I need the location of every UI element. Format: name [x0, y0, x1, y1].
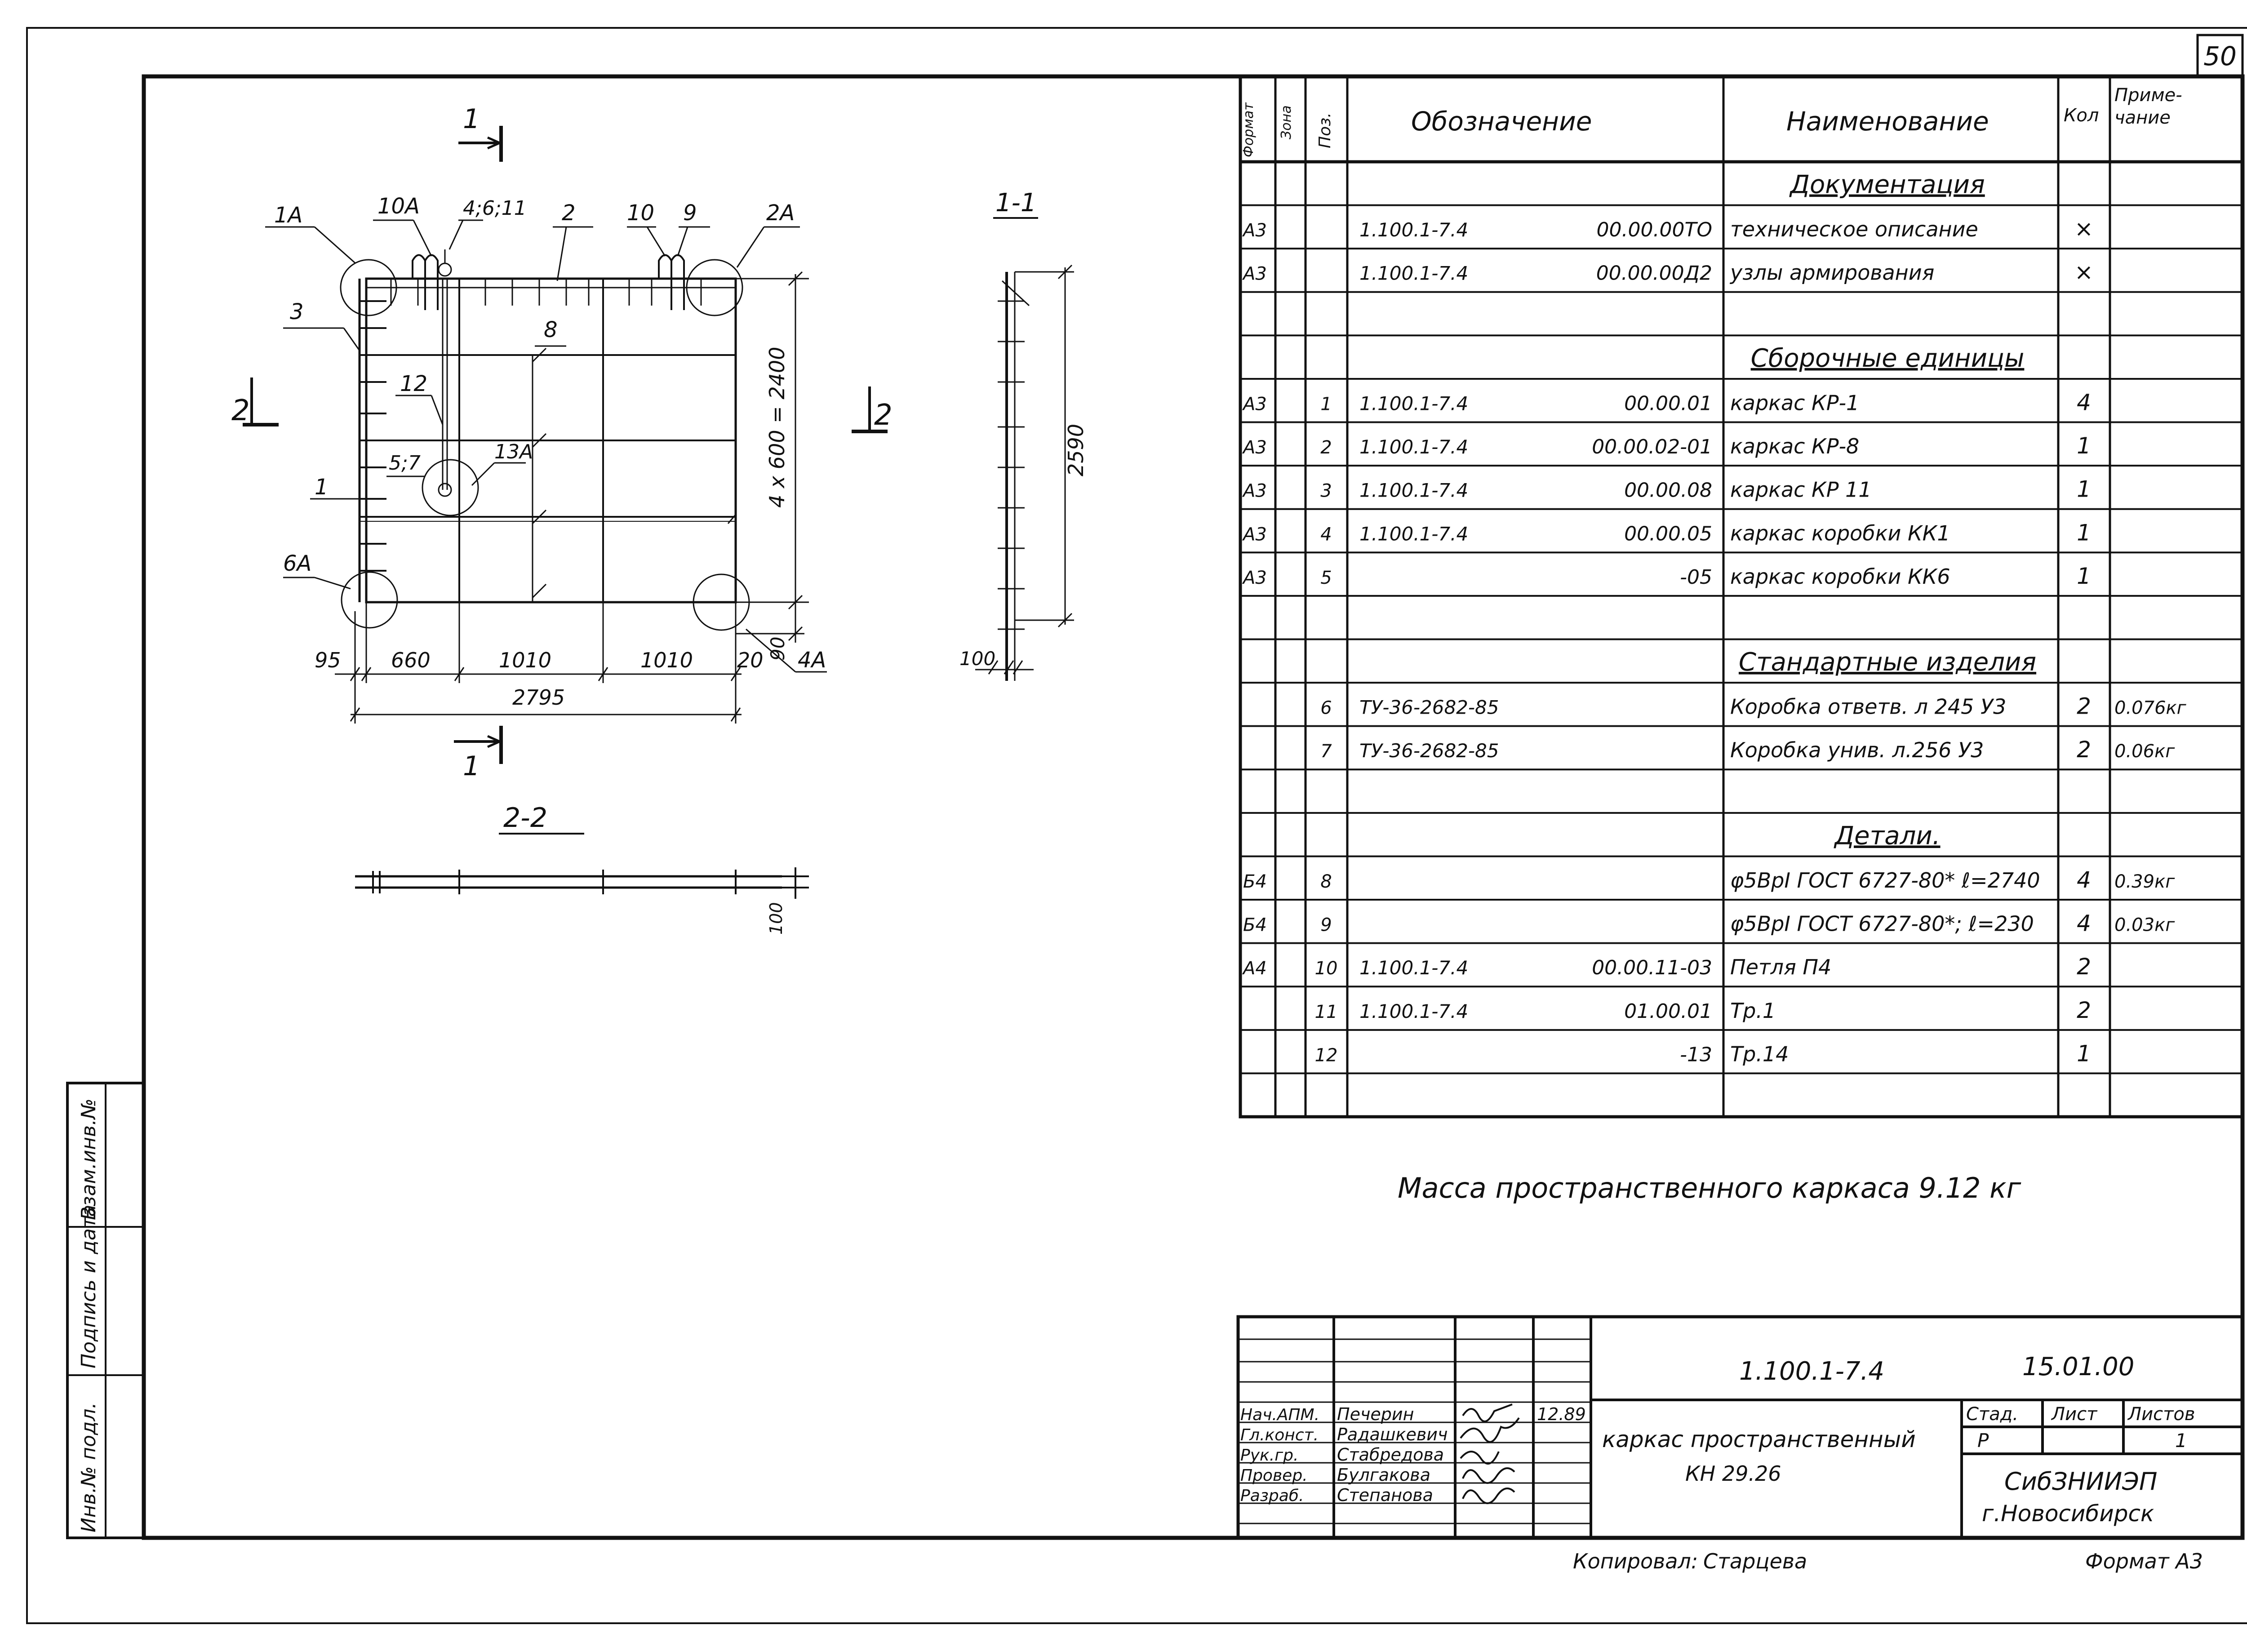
section-mark-1-top: 1: [463, 103, 480, 135]
spec-format: А3: [1243, 480, 1267, 502]
spec-code: -05: [1680, 565, 1712, 589]
callout-12: 12: [400, 371, 428, 396]
spec-quantity: ×: [2074, 259, 2093, 285]
spec-designation: 1.100.1-7.4: [1359, 219, 1469, 241]
callout-13a: 13A: [494, 440, 533, 463]
spec-quantity: 4: [2077, 910, 2091, 937]
section-1-1: [959, 188, 1088, 681]
title-doc-number: 1.100.1-7.4: [1739, 1357, 1885, 1386]
spec-format: Б4: [1243, 915, 1267, 936]
spec-designation: ТУ-36-2682-85: [1359, 740, 1499, 762]
spec-position: 9: [1320, 915, 1332, 936]
title-name-line2: КН 29.26: [1685, 1461, 1781, 1486]
spec-designation: 1.100.1-7.4: [1359, 1000, 1469, 1022]
spec-head-format: Формат: [1241, 102, 1257, 157]
spec-head-note: [2114, 85, 2188, 128]
spec-position: 6: [1320, 697, 1332, 719]
section-mark-2-left: 2: [231, 394, 250, 427]
spec-designation: 1.100.1-7.4: [1359, 436, 1469, 458]
spec-head-pos: Поз.: [1316, 112, 1334, 148]
spec-note: 0.076кг: [2114, 697, 2186, 719]
callout-10a: 10A: [377, 194, 420, 219]
section-2-2-dim-100: 100: [766, 902, 786, 935]
mass-note: Масса пространственного каркаса 9.12 кг: [1398, 1172, 2021, 1204]
spec-note: 0.06кг: [2114, 741, 2175, 762]
spec-designation: 1.100.1-7.4: [1359, 262, 1469, 284]
callout-5-7: 5;7: [389, 452, 421, 475]
section-mark-1-bottom: 1: [463, 751, 480, 782]
spec-code: 00.00.02-01: [1592, 435, 1712, 459]
signer-role-3: Рук.гр.: [1240, 1446, 1299, 1465]
callout-3: 3: [290, 299, 304, 324]
spec-name: Коробка унив. л.256 У3: [1730, 738, 1984, 763]
spec-name: Тр.14: [1730, 1042, 1789, 1066]
callout-1-left: 1: [315, 475, 329, 500]
title-sheets: 1: [2175, 1430, 2187, 1452]
spec-position: 8: [1320, 871, 1332, 892]
signer-name-1: Печерин: [1337, 1404, 1414, 1424]
spec-name: каркас КР 11: [1730, 477, 1872, 502]
title-sheet-code: 15.01.00: [2022, 1352, 2135, 1381]
signer-role-2: Гл.конст.: [1240, 1426, 1319, 1444]
dim-95: 95: [315, 648, 341, 672]
title-name-line1: каркас пространственный: [1602, 1426, 1916, 1452]
section-mark-2-right: 2: [874, 399, 893, 432]
stamp-podpis-data: Подпись и дата: [77, 1204, 100, 1368]
section-2-2: [355, 802, 809, 935]
spec-code: 00.00.00Д2: [1596, 262, 1712, 285]
spec-section-heading: Стандартные изделия: [1738, 648, 2037, 677]
title-stage-header: Стад.: [1966, 1404, 2019, 1425]
signer-name-2: Радашкевич: [1337, 1425, 1448, 1444]
signer-name-4: Булгакова: [1337, 1465, 1430, 1485]
copied-signature: Старцева: [1703, 1549, 1807, 1573]
dim-total-2795: 2795: [512, 685, 565, 710]
spec-code: 00.00.00ТО: [1596, 218, 1712, 242]
spec-table: [1240, 76, 2243, 1117]
spec-quantity: 2: [2077, 997, 2091, 1023]
spec-head-qty: Кол: [2064, 105, 2099, 126]
dim-vertical-2400: 4 x 600 = 2400: [765, 346, 789, 508]
spec-quantity: 1: [2077, 563, 2091, 589]
spec-format: А3: [1243, 524, 1267, 545]
spec-quantity: 4: [2077, 389, 2091, 416]
spec-code: 00.00.01: [1624, 392, 1712, 415]
stamp-inv-podl: Инв.№ подл.: [77, 1402, 100, 1532]
spec-position: 1: [1320, 394, 1332, 415]
spec-section-heading: Сборочные единицы: [1750, 343, 2025, 373]
title-stage: Р: [1977, 1430, 1989, 1452]
spec-quantity: 2: [2077, 954, 2091, 980]
spec-name: Петля П4: [1730, 955, 1832, 980]
spec-code: -13: [1680, 1043, 1712, 1066]
spec-designation: 1.100.1-7.4: [1359, 479, 1469, 502]
spec-section-heading: Детали.: [1834, 821, 1941, 851]
signer-name-5: Степанова: [1337, 1485, 1433, 1505]
section-1-1-title: 1-1: [995, 188, 1037, 218]
spec-position: 7: [1320, 741, 1332, 762]
plan-drawing: [231, 103, 893, 782]
spec-name: каркас коробки КК1: [1730, 521, 1950, 546]
spec-name: φ5ВрI ГОСТ 6727-80*; ℓ=230: [1730, 911, 2034, 936]
spec-format: А3: [1243, 567, 1267, 588]
spec-name: Тр.1: [1730, 998, 1776, 1023]
spec-position: 4: [1320, 524, 1332, 545]
callout-9: 9: [683, 200, 697, 226]
title-date: 12.89: [1537, 1404, 1586, 1424]
signer-role-5: Разраб.: [1240, 1487, 1304, 1505]
spec-code: 00.00.11-03: [1592, 956, 1712, 980]
dim-660: 660: [391, 648, 431, 672]
spec-quantity: 1: [2077, 433, 2091, 459]
spec-quantity: ×: [2074, 216, 2093, 242]
spec-name: техническое описание: [1730, 217, 1978, 242]
spec-name: каркас КР-1: [1730, 391, 1860, 415]
copied-label: Копировал:: [1573, 1549, 1698, 1573]
spec-format: А3: [1243, 437, 1267, 458]
spec-name: каркас коробки КК6: [1730, 564, 1950, 589]
spec-format: Б4: [1243, 871, 1267, 892]
spec-position: 11: [1314, 1001, 1338, 1022]
callout-4a: 4A: [798, 648, 826, 673]
signature-scribbles: [1461, 1404, 1519, 1503]
spec-name: φ5ВрI ГОСТ 6727-80* ℓ=2740: [1730, 868, 2040, 893]
spec-name: узлы армирования: [1730, 260, 1935, 285]
title-sheets-header: Листов: [2128, 1404, 2195, 1425]
spec-designation: 1.100.1-7.4: [1359, 392, 1469, 415]
spec-quantity: 4: [2077, 867, 2091, 893]
spec-format: А4: [1243, 958, 1267, 979]
title-sheet-header: Лист: [2052, 1404, 2097, 1425]
signer-name-3: Стабредова: [1337, 1445, 1444, 1465]
spec-quantity: 1: [2077, 1040, 2091, 1067]
left-stamp: [67, 1083, 144, 1538]
spec-format: А3: [1243, 220, 1267, 241]
spec-position: 12: [1314, 1045, 1338, 1066]
spec-code: 01.00.01: [1624, 999, 1712, 1023]
callout-6a: 6A: [283, 551, 312, 576]
page-number: 50: [2203, 41, 2237, 71]
spec-code: 00.00.08: [1624, 479, 1712, 502]
spec-head-zone: Зона: [1279, 105, 1294, 139]
spec-position: 3: [1320, 480, 1332, 502]
spec-section-heading: Документация: [1790, 170, 1985, 200]
dim-right-90: 90: [767, 636, 789, 661]
spec-head-note-line2: чание: [2114, 107, 2171, 128]
spec-head-name: Наименование: [1786, 106, 1989, 137]
spec-position: 5: [1320, 567, 1332, 588]
spec-format: А3: [1243, 263, 1267, 284]
callout-4-6-11: 4;6;11: [463, 197, 527, 220]
spec-designation: ТУ-36-2682-85: [1359, 696, 1499, 719]
spec-head-designation: Обозначение: [1411, 106, 1592, 137]
spec-head-note-line1: Приме-: [2114, 85, 2182, 106]
callout-2: 2: [562, 200, 576, 226]
dim-1010-b: 1010: [640, 648, 693, 672]
callout-2a: 2A: [766, 200, 795, 226]
spec-designation: 1.100.1-7.4: [1359, 957, 1469, 979]
signer-role-4: Провер.: [1240, 1466, 1308, 1485]
dim-20: 20: [737, 648, 764, 672]
spec-name: каркас КР-8: [1730, 434, 1860, 459]
section-1-1-dim-2590: 2590: [1064, 423, 1088, 476]
spec-designation: 1.100.1-7.4: [1359, 523, 1469, 545]
callout-10: 10: [627, 200, 655, 226]
title-org-line2: г.Новосибирск: [1982, 1501, 2154, 1527]
spec-code: 00.00.05: [1624, 522, 1712, 546]
callout-1a: 1A: [274, 203, 303, 228]
spec-quantity: 2: [2077, 693, 2091, 719]
spec-quantity: 1: [2077, 476, 2091, 502]
spec-quantity: 2: [2077, 737, 2091, 763]
spec-name: Коробка ответв. л 245 У3: [1730, 694, 2007, 719]
title-org-line1: СибЗНИИЭП: [2004, 1467, 2158, 1496]
callout-8: 8: [544, 317, 558, 342]
spec-format: А3: [1243, 394, 1267, 415]
section-2-2-title: 2-2: [503, 802, 547, 834]
spec-position: 2: [1320, 437, 1332, 458]
spec-note: 0.39кг: [2114, 871, 2175, 892]
spec-position: 10: [1314, 958, 1338, 979]
section-1-1-dim-100: 100: [959, 648, 996, 670]
spec-note: 0.03кг: [2114, 915, 2175, 936]
stamp-vzam-inv: Взам.инв.№: [77, 1098, 100, 1220]
title-block: [1238, 1317, 2243, 1538]
signer-role-1: Нач.АПМ.: [1240, 1406, 1320, 1424]
format-label: Формат А3: [2085, 1549, 2203, 1573]
dim-1010-a: 1010: [499, 648, 552, 672]
spec-quantity: 1: [2077, 520, 2091, 546]
